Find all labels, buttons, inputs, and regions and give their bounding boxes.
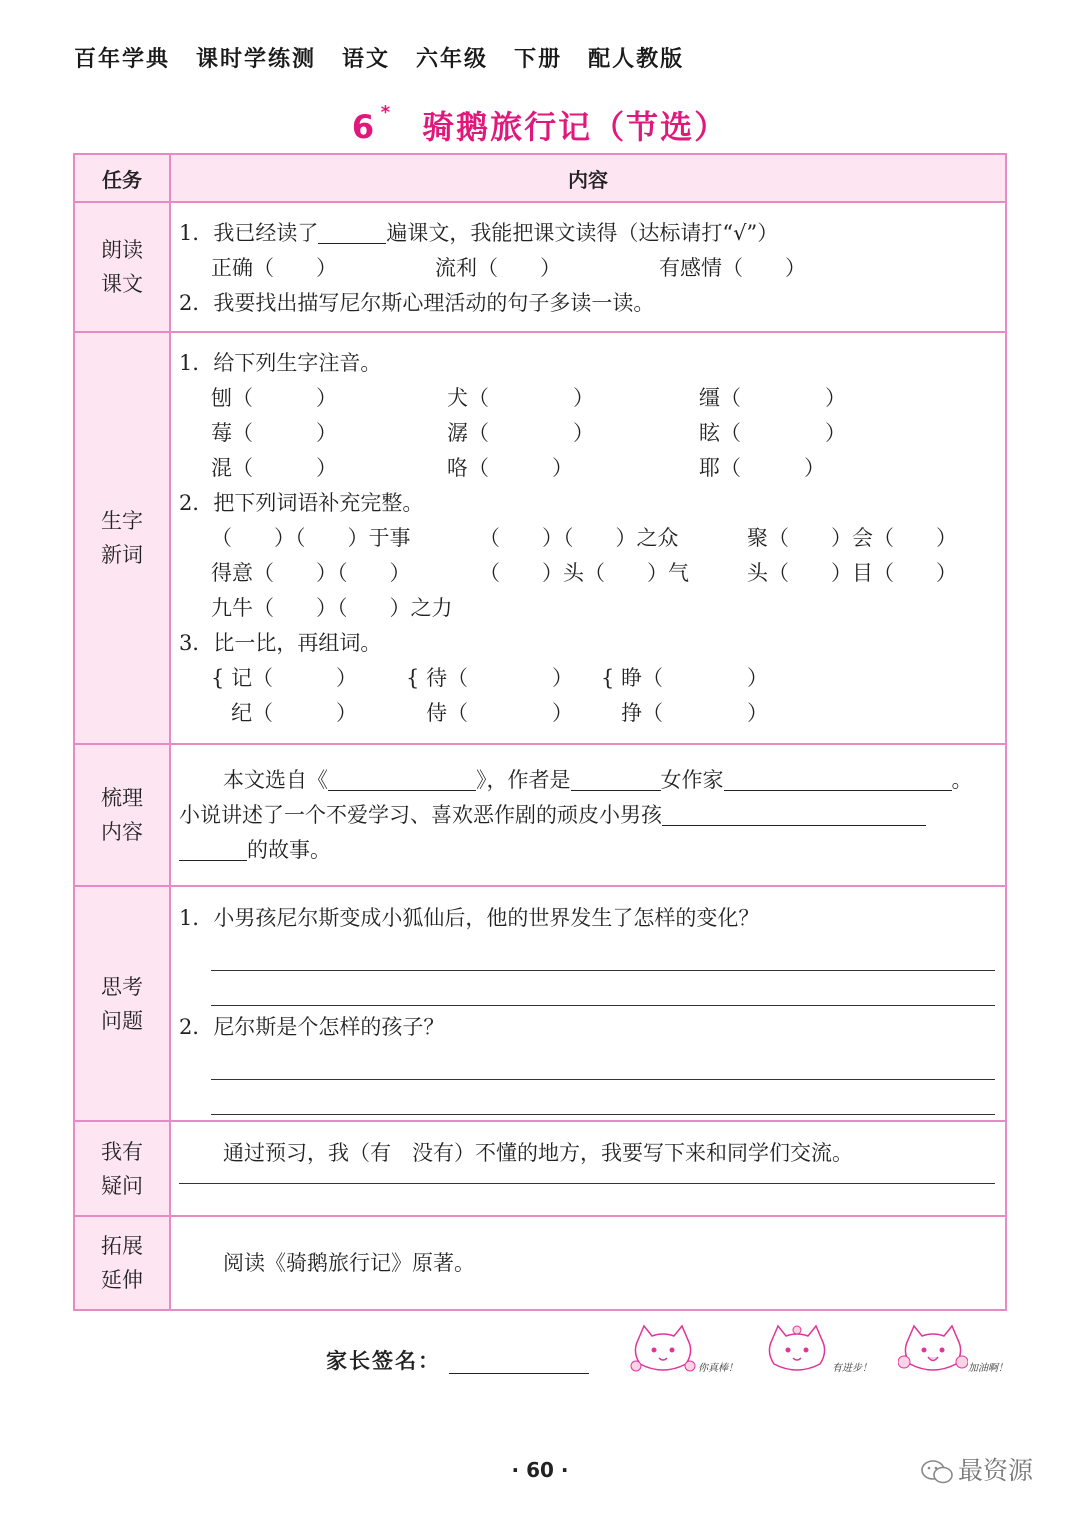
label-summary: 梳理 内容 [74, 744, 170, 886]
cat-icon [628, 1322, 698, 1376]
answer-line[interactable] [211, 1080, 995, 1115]
cat-icon [898, 1322, 968, 1376]
idiom-item[interactable]: 头（ ）目（ ） [747, 561, 957, 585]
pinyin-item[interactable]: 眩（ ） [699, 421, 846, 445]
brace-icon: { [211, 666, 225, 690]
answer-line[interactable] [211, 936, 995, 971]
question-2: 2．尼尔斯是个怎样的孩子？ [179, 1015, 445, 1039]
header-book: 课时学练测 [196, 47, 317, 72]
praise-sticker [898, 1322, 1008, 1380]
read-q1-prefix: 1．我已经读了 [179, 221, 319, 245]
summary-text: 女作家 [660, 768, 724, 792]
answer-line[interactable] [211, 1045, 995, 1080]
watermark-text: 最资源 [958, 1456, 1034, 1485]
praise-sticker [762, 1322, 872, 1380]
label-read-text: 朗读 课文 [74, 202, 170, 332]
pinyin-item[interactable]: 咯（ ） [447, 456, 573, 480]
header-grade: 六年级 [416, 47, 489, 72]
row-summary [74, 744, 1006, 886]
summary-text: 本文选自《 [223, 768, 328, 792]
compare-group [406, 661, 601, 731]
row-extension [74, 1216, 1006, 1310]
idiom-item[interactable]: 得意（ ）（ ） [211, 561, 411, 585]
task-table [73, 153, 1007, 1311]
pinyin-item[interactable]: 混（ ） [211, 456, 337, 480]
row-questions [74, 886, 1006, 1121]
doubts-answer-line[interactable] [179, 1171, 995, 1184]
compare-group [211, 661, 406, 731]
story-blank[interactable] [662, 799, 926, 826]
header-subject: 语文 [342, 47, 391, 72]
signature-line[interactable] [449, 1347, 589, 1374]
opt-correct[interactable]: 正确（ ） [211, 256, 337, 280]
summary-text: 的故事。 [247, 838, 331, 862]
brace-icon: { [406, 666, 420, 690]
header-series: 百年学典 [74, 47, 171, 72]
question-1: 1．小男孩尼尔斯变成小狐仙后，他的世界发生了怎样的变化？ [179, 906, 760, 930]
pinyin-item[interactable]: 莓（ ） [211, 421, 337, 445]
cat-icon [762, 1322, 832, 1376]
compare-item[interactable]: 纪（ ） [231, 701, 358, 725]
compare-group [601, 661, 768, 731]
summary-text: 。 [951, 768, 973, 792]
compare-item[interactable]: 挣（ ） [621, 701, 769, 725]
summary-text: 》，作者是 [476, 768, 571, 792]
brace-icon: { [601, 666, 615, 690]
pinyin-item[interactable]: 潺（ ） [447, 421, 594, 445]
read-count-blank[interactable] [318, 217, 386, 244]
idiom-item[interactable]: 九牛（ ）（ ）之力 [211, 596, 453, 620]
pinyin-item[interactable]: 犬（ ） [447, 386, 594, 410]
praise-sticker [628, 1322, 738, 1380]
col-task-header: 任务 [74, 154, 170, 202]
pinyin-item[interactable]: 耶（ ） [699, 456, 825, 480]
page-number: · 60 · [511, 1458, 569, 1482]
compare-item[interactable]: 待（ ） [426, 666, 574, 690]
wechat-icon [920, 1459, 954, 1485]
pinyin-item[interactable]: 缰（ ） [699, 386, 846, 410]
parent-signature [326, 1345, 589, 1375]
words-q3: 3．比一比，再组词。 [179, 631, 382, 655]
table-header-row [74, 154, 1006, 202]
header-edition: 配人教版 [588, 47, 685, 72]
sticker-caption: 有进步！ [832, 1363, 872, 1374]
row-doubts [74, 1121, 1006, 1216]
doubts-text: 通过预习，我（有 没有）不懂的地方，我要写下来和同学们交流。 [223, 1141, 853, 1165]
compare-item[interactable]: 睁（ ） [621, 666, 769, 690]
lesson-title [0, 102, 1080, 148]
sticker-caption: 加油啊！ [968, 1363, 1008, 1374]
signature-label: 家长签名： [326, 1349, 441, 1373]
words-q2: 2．把下列词语补充完整。 [179, 491, 424, 515]
label-questions: 思考 问题 [74, 886, 170, 1121]
story-blank-cont[interactable] [179, 834, 247, 861]
watermark [920, 1451, 1033, 1487]
row-new-words [74, 332, 1006, 744]
idiom-item[interactable]: （ ）头（ ）气 [479, 561, 689, 585]
idiom-item[interactable]: （ ）（ ）于事 [211, 526, 411, 550]
idiom-item[interactable]: （ ）（ ）之众 [479, 526, 679, 550]
label-new-words: 生字 新词 [74, 332, 170, 744]
nationality-blank[interactable] [571, 764, 661, 791]
lesson-title-text: 骑鹅旅行记（节选） [422, 108, 729, 146]
read-q2: 2．我要找出描写尼尔斯心理活动的句子多读一读。 [179, 291, 655, 315]
compare-item[interactable]: 记（ ） [231, 666, 358, 690]
header-volume: 下册 [514, 47, 563, 72]
label-extension: 拓展 延伸 [74, 1216, 170, 1310]
opt-fluent[interactable]: 流利（ ） [435, 256, 561, 280]
book-header [74, 42, 710, 73]
compare-item[interactable]: 侍（ ） [426, 701, 574, 725]
words-q1: 1．给下列生字注音。 [179, 351, 382, 375]
label-doubts: 我有 疑问 [74, 1121, 170, 1216]
opt-expressive[interactable]: 有感情（ ） [659, 256, 806, 280]
answer-line[interactable] [211, 971, 995, 1006]
sticker-caption: 你真棒！ [698, 1363, 738, 1374]
pinyin-item[interactable]: 刨（ ） [211, 386, 337, 410]
book-title-blank[interactable] [328, 764, 476, 791]
lesson-number: 6 * [351, 102, 393, 146]
author-blank[interactable] [724, 764, 952, 791]
lesson-star: * [380, 102, 393, 123]
col-content-header: 内容 [170, 154, 1006, 202]
read-q1-suffix: 遍课文，我能把课文读得（达标请打“√”） [386, 221, 779, 245]
idiom-item[interactable]: 聚（ ）会（ ） [747, 526, 957, 550]
summary-text: 小说讲述了一个不爱学习、喜欢恶作剧的顽皮小男孩 [179, 803, 662, 827]
extension-text: 阅读《骑鹅旅行记》原著。 [223, 1250, 475, 1275]
row-read-text [74, 202, 1006, 332]
